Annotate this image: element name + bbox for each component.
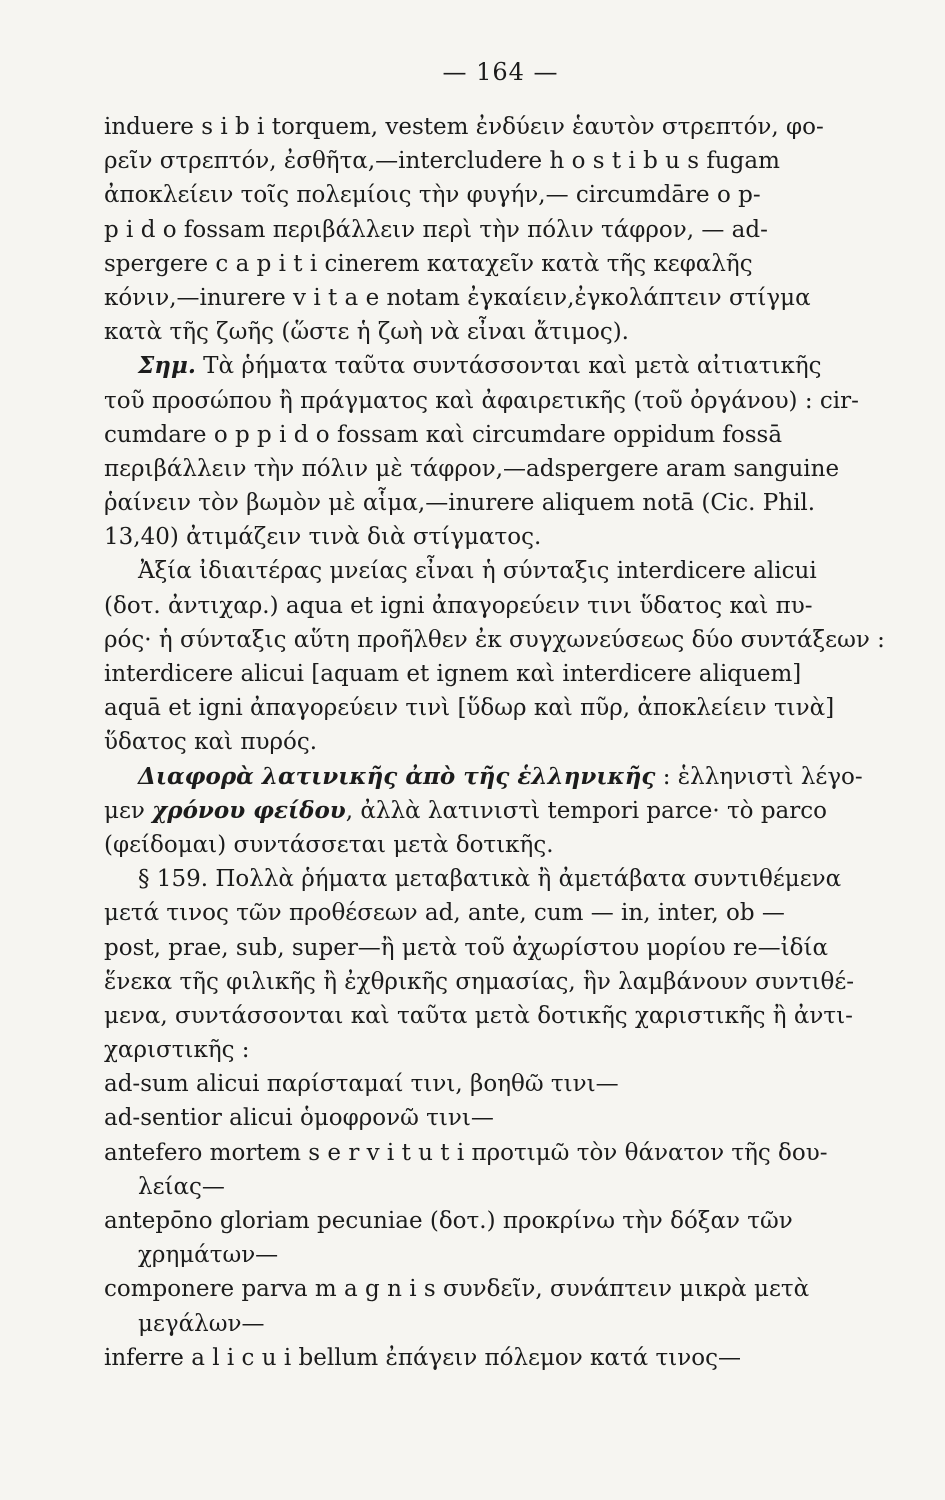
text-line: μενα, συντάσσονται καὶ ταῦτα μετὰ δοτικῆς χαριστικῆς ἢ ἀντι- [104,1002,853,1029]
text-line: ἕνεκα τῆς φιλικῆς ἢ ἐχθρικῆς σημασίας, ἣν λαμβάνουν συντιθέ- [104,968,855,995]
note-paragraph-line: Σημ. Τὰ ῥήματα ταῦτα συντάσσονται καὶ μετὰ αἰτιατικῆς [138,352,822,380]
emphasized-heading: Διαφορὰ λατινικῆς ἀπὸ τῆς ἑλληνικῆς [138,762,656,790]
text-line: post, prae, sub, super—ἢ μετὰ τοῦ ἀχωρίστου μορίου re—ἰδία [104,934,829,961]
text-line: ὕδατος καὶ πυρός. [104,729,318,756]
example-continuation: μεγάλων— [138,1310,265,1337]
text-line: μετά τινος τῶν προθέσεων ad, ante, cum — in, inter, ob — [104,900,785,927]
emphasized-heading: Σημ. [138,352,196,380]
body-text [104,110,897,1375]
text-line: p i d o fossam περιβάλλειν περὶ τὴν πόλιν τάφρον, — ad- [104,216,768,243]
text-line: περιβάλλειν τὴν πόλιν μὲ τάφρον,—adspergere aram sanguine [104,455,840,482]
text-line: 13,40) ἀτιμάζειν τινὰ διὰ στίγματος. [104,524,542,551]
example-continuation: λείας— [138,1173,225,1200]
difference-paragraph-line: Διαφορὰ λατινικῆς ἀπὸ τῆς ἑλληνικῆς : ἑλληνιστὶ λέγο- [138,762,863,790]
text-line: ἀποκλείειν τοῖς πολεμίοις τὴν φυγήν,— circumdāre o p- [104,182,761,209]
page-number: — 164 — [442,58,559,86]
text-line: ῥαίνειν τὸν βωμὸν μὲ αἷμα,—inurere aliquem notā (Cic. Phil. [104,490,816,517]
text-line: induere s i b i torquem, vestem ἐνδύειν ἑαυτὸν στρεπτόν, φο- [104,114,824,140]
text-line: cumdare o p p i d o fossam καὶ circumdare oppidum fossā [104,421,783,448]
text-line: κόνιν,—inurere v i t a e notam ἐγκαίειν,ἐγκολάπτειν στίγμα [104,284,811,311]
text-line: τοῦ προσώπου ἢ πράγματος καὶ ἀφαιρετικῆς (τοῦ ὀργάνου) : cir- [104,387,859,414]
example-continuation: χρημάτων— [138,1242,279,1269]
text-line: χαριστικῆς : [104,1037,250,1064]
example-line: componere parva m a g n i s συνδεῖν, συνάπτειν μικρὰ μετὰ [104,1276,810,1303]
text-line: (φείδομαι) συντάσσεται μετὰ δοτικῆς. [104,831,554,858]
paragraph-line: Ἀξία ἰδιαιτέρας μνείας εἶναι ἡ σύνταξις interdicere alicui [138,558,817,585]
example-line: inferre a l i c u i bellum ἐπάγειν πόλεμον κατά τινος— [104,1344,741,1371]
example-line: antefero mortem s e r v i t u t i προτιμῶ τὸν θάνατον τῆς δου- [104,1139,828,1166]
text-line: ρός· ἡ σύνταξις αὕτη προῆλθεν ἐκ συγχωνεύσεως δύο συντάξεων : [104,626,885,653]
section-159-line: § 159. Πολλὰ ῥήματα μεταβατικὰ ἢ ἀμετάβατα συντιθέμενα [138,866,842,893]
text-line: μεν χρόνου φείδου, ἀλλὰ λατινιστὶ tempori parce· τὸ parco [104,796,827,824]
text-line: (δοτ. ἀντιχαρ.) aqua et igni ἀπαγορεύειν τινι ὕδατος καὶ πυ- [104,592,813,619]
example-line: ad-sum alicui παρίσταμαί τινι, βοηθῶ τινι— [104,1071,619,1098]
text-line: κατὰ τῆς ζωῆς (ὥστε ἡ ζωὴ νὰ εἶναι ἄτιμος). [104,319,629,346]
example-line: ad-sentior alicui ὁμοφρονῶ τινι— [104,1105,494,1132]
text-line: spergere c a p i t i cinerem καταχεῖν κατὰ τῆς κεφαλῆς [104,250,753,277]
text-line: interdicere alicui [aquam et ignem καὶ interdicere aliquem] [104,661,802,687]
emphasized-heading: χρόνου φείδου [152,796,346,824]
example-line: antepōno gloriam pecuniae (δοτ.) προκρίνω τὴν δόξαν τῶν [104,1208,793,1234]
text-line: ρεῖν στρεπτόν, ἐσθῆτα,—intercludere h o s t i b u s fugam [104,148,780,175]
text-line: aquā et igni ἀπαγορεύειν τινὶ [ὕδωρ καὶ πῦρ, ἀποκλείειν τινὰ] [104,695,835,722]
